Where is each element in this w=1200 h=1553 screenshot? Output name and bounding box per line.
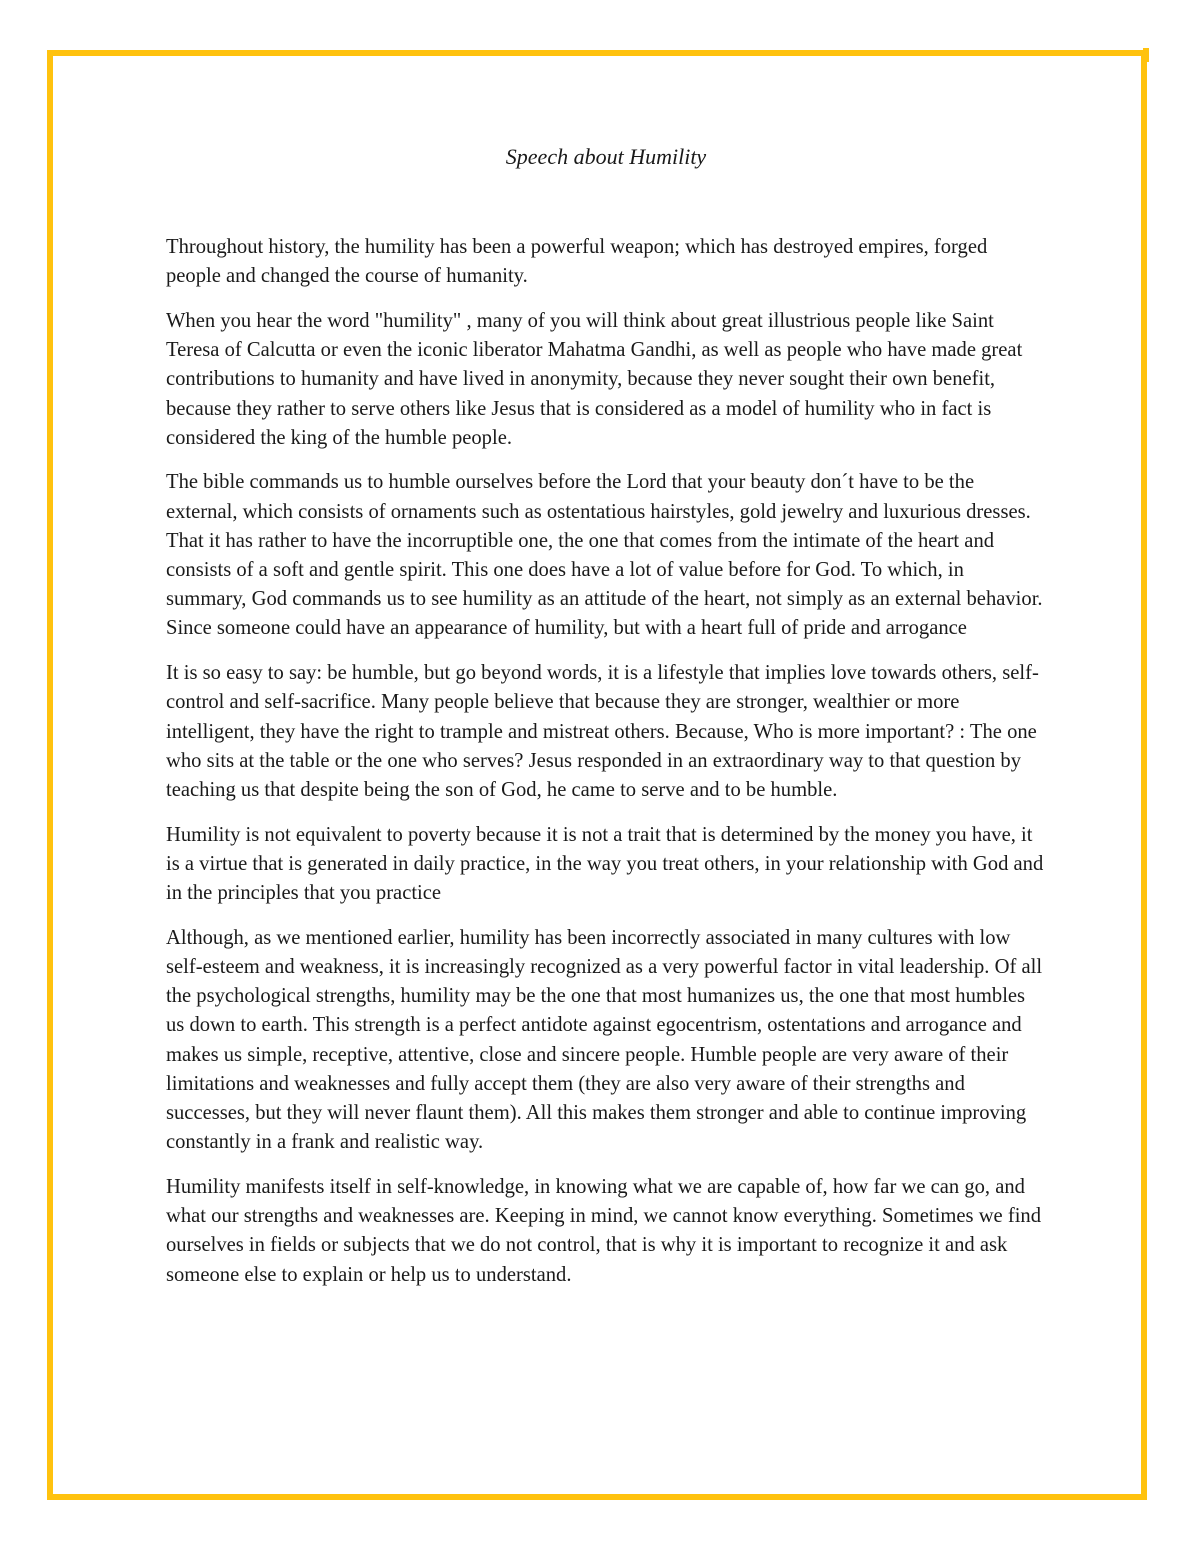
paragraph-3: The bible commands us to humble ourselves before the Lord that your beauty don´t have to be the external, which consists of ornaments such as ostentatious hairstyles, gold jewelry and luxurious dresses. That it has rather to have the incorruptible one, the one that comes from the intimate of the heart and consists of a soft and gentle spirit. This one does have a lot of value before for God. To which, in summary, God commands us to see humility as an attitude of the heart, not simply as an external behavior. Since someone could have an appearance of humility, but with a heart full of pride and arrogance [166, 471, 1043, 640]
paragraph-2: When you hear the word "humility" , many of you will think about great illustrious people like Saint Teresa of Calcutta or even the iconic liberator Mahatma Gandhi, as well as people who have made great contributions to humanity and have lived in anonymity, because they never sought their own benefit, because they rather to serve others like Jesus that is considered as a model of humility who in fact is considered the king of the humble people. [166, 309, 1023, 449]
document-title: Speech about Humility [505, 144, 707, 169]
paragraph-6: Although, as we mentioned earlier, humility has been incorrectly associated in many cultures with low self-esteem and weakness, it is increasingly recognized as a very powerful factor in vital leadership. Of all the psychological strengths, humility may be the one that most humanizes us, the one that most humbles us down to earth. This strength is a perfect antidote against egocentrism, ostentations and arrogance and makes us simple, receptive, attentive, close and sincere people. Humble people are very aware of their limitations and weaknesses and fully accept them (they are also very aware of their strengths and successes, but they will never flaunt them). All this makes them stronger and able to continue improving constantly in a frank and realistic way. [166, 926, 1043, 1154]
paragraph-4: It is so easy to say: be humble, but go beyond words, it is a lifestyle that implies love towards others, self-control and self-sacrifice. Many people believe that because they are stronger, wealthier or more intelligent, they have the right to trample and mistreat others. Because, Who is more important? : The one who sits at the table or the one who serves? Jesus responded in an extraordinary way to that question by teaching us that despite being the son of God, he came to serve and to be humble. [166, 662, 1039, 801]
paragraph-5: Humility is not equivalent to poverty because it is not a trait that is determined by the money you have, it is a virtue that is generated in daily practice, in the way you treat others, in your relationship with God and in the principles that you practice [166, 823, 1044, 905]
paragraph-7: Humility manifests itself in self-knowledge, in knowing what we are capable of, how far we can go, and what our strengths and weaknesses are. Keeping in mind, we cannot know everything. Sometimes we find ourselves in fields or subjects that we do not control, that is why it is important to recognize it and ask someone else to explain or help us to understand. [166, 1175, 1042, 1286]
document-body [166, 142, 1046, 1305]
paragraph-1: Throughout history, the humility has been a powerful weapon; which has destroyed empires, forged people and changed the course of humanity. [166, 236, 988, 288]
